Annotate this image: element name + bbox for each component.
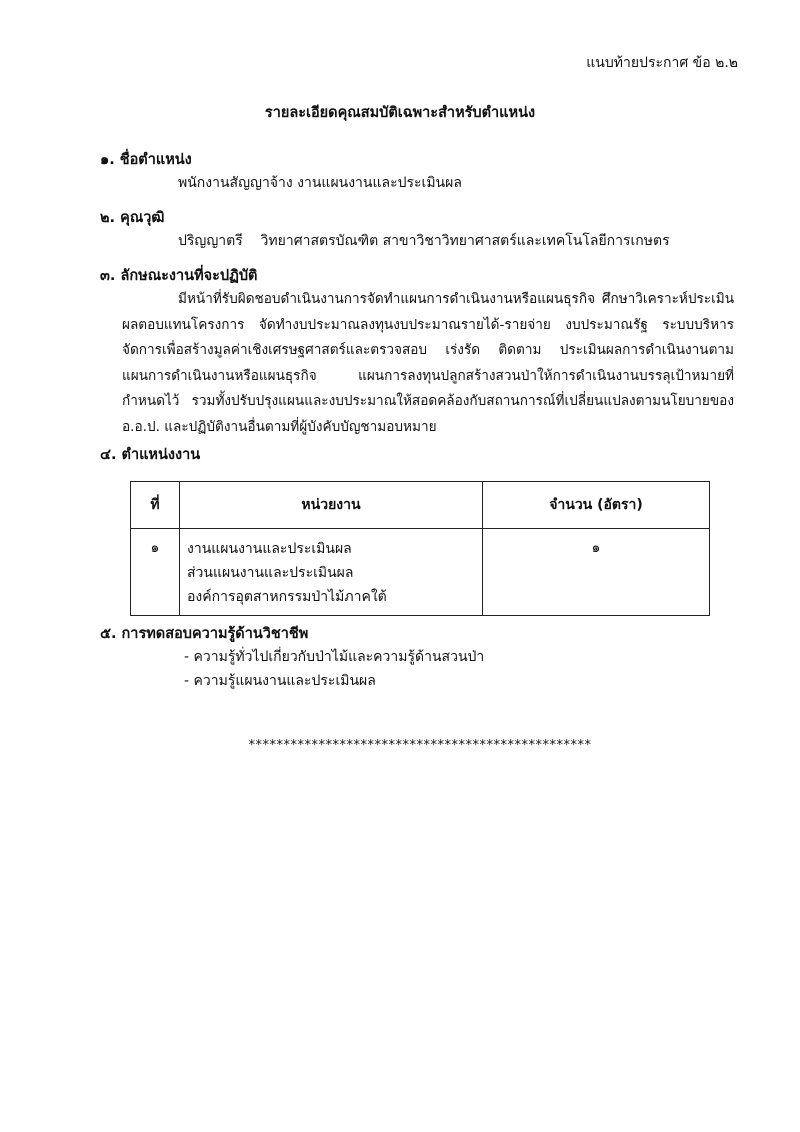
section-2-heading: ๒. คุณวุฒิ [100,210,165,226]
exam-item: - ความรู้แผนงานและประเมินผล [184,673,376,689]
row-unit [180,529,483,616]
end-marker: ************************************************* [248,738,592,753]
table-header-row [131,482,710,529]
positions-table [130,481,710,616]
unit-line-organization: องค์การอุตสาหกรรมป่าไม้ภาคใต้ [187,589,387,605]
unit-line-section: งานแผนงานและประเมินผล [187,541,352,557]
annex-label: แนบท้ายประกาศ ข้อ ๒.๒ [586,55,738,71]
job-description-paragraph: มีหน้าที่รับผิดชอบดำเนินงานการจัดทำแผนการดำเนินงานหรือแผนธุรกิจ ศึกษาวิเคราะห์ประเมินผลตอบแทนโครงการ จัดทำงบประมาณลงทุนงบประมาณรายได้-รายจ่าย งบประมาณรัฐ ระบบบริหารจัดการเพื่อสร้างมูลค่าเชิงเศรษฐศาสตร์และตรวจสอบ เร่งรัด ติดตาม ประเมินผลการดำเนินงานตามแผนการดำเนินงานหรือแผนธุรกิจ แผนการลงทุนปลูกสร้างสวนป่าให้การดำเนินงานบรรลุเป้าหมายที่กำหนดไว้ รวมทั้งปรับปรุงแผนและงบประมาณให้สอดคล้องกับสถานการณ์ที่เปลี่ยนแปลงตามนโยบายของ อ.อ.ป. และปฏิบัติงานอื่นตามที่ผู้บังคับบัญชามอบหมาย [122,291,734,435]
section-4-heading: ๔. ตำแหน่งงาน [100,447,201,463]
unit-line-division: ส่วนแผนงานและประเมินผล [187,565,354,581]
qualification-text: ปริญญาตรี วิทยาศาสตรบัณฑิต สาขาวิชาวิทยาศาสตร์และเทคโนโลยีการเกษตร [178,233,670,249]
header-no: ที่ [131,482,180,529]
exam-item: - ความรู้ทั่วไปเกี่ยวกับป่าไม้และความรู้ด้านสวนป่า [184,649,485,665]
document-title: รายละเอียดคุณสมบัติเฉพาะสำหรับตำแหน่ง [264,105,536,121]
section-1-heading: ๑. ชื่อตำแหน่ง [100,152,192,168]
section-3-heading: ๓. ลักษณะงานที่จะปฏิบัติ [100,268,258,284]
row-no: ๑ [131,529,180,616]
row-count: ๑ [483,529,710,616]
section-5-heading: ๕. การทดสอบความรู้ด้านวิชาชีพ [100,626,309,642]
header-count: จำนวน (อัตรา) [483,482,710,529]
header-unit: หน่วยงาน [180,482,483,529]
table-row [131,529,710,616]
position-name: พนักงานสัญญาจ้าง งานแผนงานและประเมินผล [178,175,462,191]
